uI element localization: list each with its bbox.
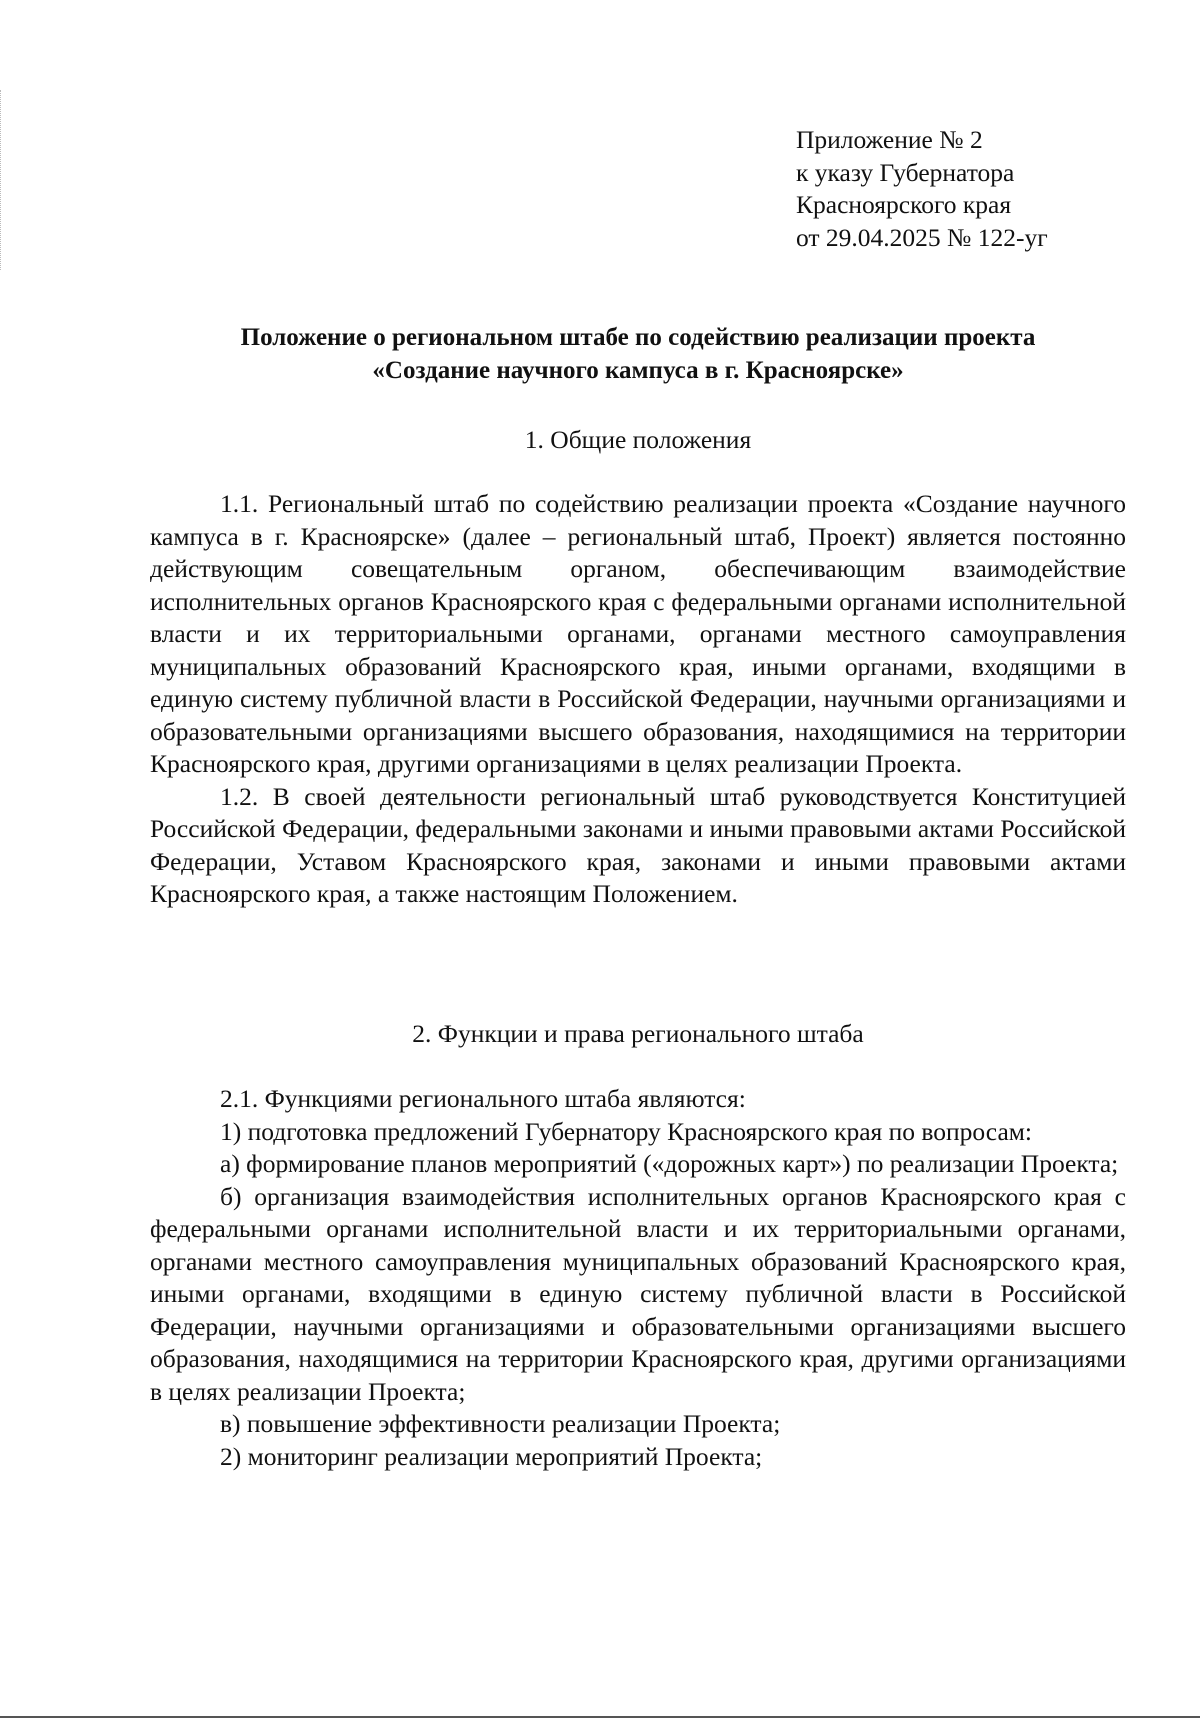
appendix-line: к указу Губернатора [796, 157, 1015, 187]
paragraph: б) организация взаимодействия исполнительных органов Красноярского края с федеральными органами исполнительной власти и их территориальными органами, органами местного самоуправления муниципальных образований Красноярского края, иными органами, входящими в единую систему публичной власти в Российской Федерации, научными организациями и образовательными организациями высшего образования, находящимися на территории Красноярского края, другими организациями в целях реализации Проекта; [150, 1181, 1126, 1406]
title-line: Положение о региональном штабе по содействию реализации проекта [240, 324, 1036, 351]
appendix-line: Приложение № 2 [796, 125, 983, 154]
section-heading-functions: 2. Функции и права регионального штаба [412, 1019, 864, 1048]
appendix-block [796, 124, 1048, 254]
section-body-functions [150, 1083, 1126, 1473]
appendix-line: Красноярского края [796, 190, 1012, 219]
paragraph: 1.2. В своей деятельности региональный штаб руководствуется Конституцией Российской Федерации, федеральными законами и иными правовыми актами Российской Федерации, Уставом Красноярского края, законами и иными правовыми актами Красноярского края, а также настоящим Положением. [150, 781, 1126, 908]
scan-margin-mark [0, 90, 3, 270]
paragraph: 2.1. Функциями регионального штаба являются: [220, 1084, 746, 1113]
paragraph: 1) подготовка предложений Губернатору Красноярского края по вопросам: [220, 1116, 1032, 1146]
paragraph: 1.1. Региональный штаб по содействию реализации проекта «Создание научного кампуса в г. Красноярске» (далее – региональный штаб, Проект) является постоянно действующим совещательным органом, обеспечивающим взаимодействие исполнительных органов Красноярского края с федеральными органами исполнительной власти и их территориальными органами, органами местного самоуправления муниципальных образований Красноярского края, иными органами, входящими в единую систему публичной власти в Российской Федерации, научными организациями и образовательными организациями высшего образования, находящимися на территории Красноярского края, другими организациями в целях реализации Проекта. [150, 489, 1126, 778]
section-body-general [150, 488, 1126, 911]
paragraph: в) повышение эффективности реализации Проекта; [220, 1409, 781, 1438]
document-title [150, 322, 1126, 387]
page-bottom-border [0, 1716, 1200, 1718]
section-heading-general: 1. Общие положения [524, 425, 752, 454]
title-line: «Создание научного кампуса в г. Красноярске» [372, 356, 904, 384]
paragraph: а) формирование планов мероприятий («дорожных карт») по реализации Проекта; [220, 1149, 1119, 1178]
appendix-line: от 29.04.2025 № 122-уг [796, 222, 1048, 252]
paragraph: 2) мониторинг реализации мероприятий Проекта; [220, 1441, 763, 1471]
